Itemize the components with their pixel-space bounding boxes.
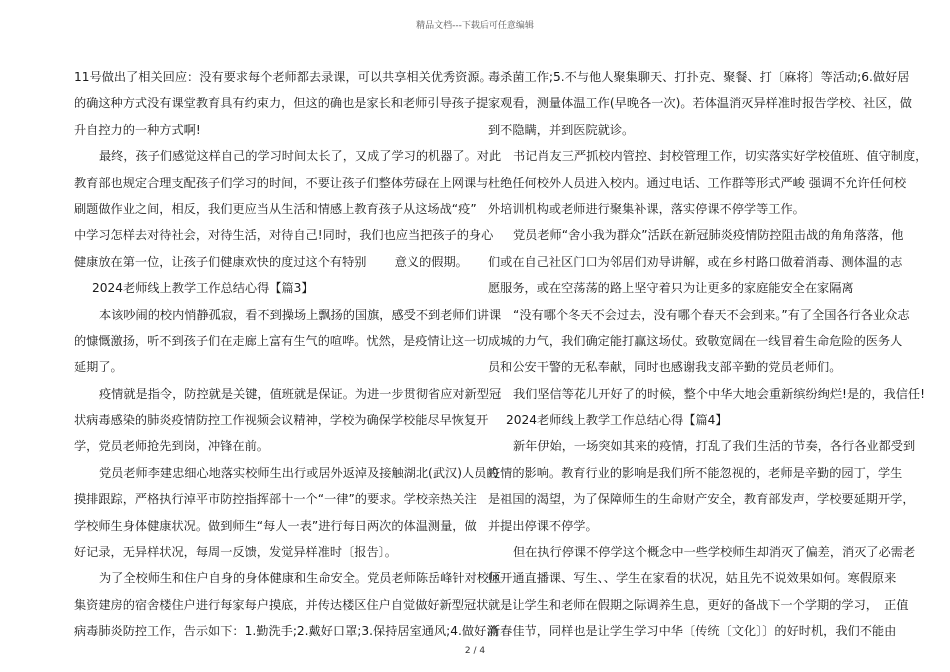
text-line: 但在执行停课不停学这个概念中一些学校师生却消灭了偏差，消灭了必需老 (513, 545, 916, 560)
text-line: 们或在自己社区门口为邻居们劝导讲解，或在乡村路口做着消毒、测体温的志 (488, 254, 903, 269)
text-line: 党员老师“舍小我为群众”活跃在新冠肺炎疫情防控阻击战的角角落落，他 (513, 228, 904, 243)
text-line: 集资建房的宿舍楼住户进行每家每户摸底，并传达楼区住户自觉做好新型冠状 (74, 597, 489, 612)
text-line: 党员老师李建忠细心地落实校师生出行或居外返淖及接触湖北(武汉)人员的 (99, 465, 499, 480)
page-header: 精品文档---下载后可任意编辑 (416, 21, 534, 31)
text-line: 学，党员老师抢先到岗，冲锋在前。 (74, 439, 269, 454)
text-line: 到不隐瞒，并到医院就诊。 (488, 122, 635, 137)
text-line: 最终，孩子们感觉这样自己的学习时间太长了，又成了学习的机器了。对此 (99, 149, 502, 164)
text-line: 成城的力气，我们确定能打赢这场仗。致敬宽阔在一线冒着生命危险的医务人 (488, 333, 903, 348)
text-line: 的慷慨激扬，听不到孩子们在走廊上富有生气的喧哗。忧然，是疫情让这一切 (74, 333, 489, 348)
text-line: 的确这种方式没有课堂教育具有约束力，但这的确也是家长和老师引导孩子提 (74, 96, 489, 111)
text-line: 本该吵闹的校内悄静孤寂，看不到操场上飘扬的国旗，感受不到老师们讲课 (99, 307, 502, 322)
text-line: 师开通直播课、写生、、学生在家看的状况，姑且先不说效果如何。寒假原来 (488, 571, 897, 586)
section-heading: 2024老师线上教学工作总结心得【篇3】 (92, 281, 314, 296)
text-line: 刷题做作业之间，相反，我们更应当从生活和情感上教育孩子从这场战“疫” (74, 201, 477, 216)
text-line: 就是让学生和老师在假期之际调养生息，更好的备战下一个学期的学习， 正值 (488, 597, 909, 612)
right-column (488, 64, 928, 645)
text-line: 是祖国的渴望，为了保障师生的生命财产安全，教育部发声，学校要延期开学， (488, 492, 915, 507)
text-line: 学校师生身体健康状况。做到师生“每人一表”进行每日两次的体温测量，做 (74, 518, 477, 533)
text-line: 11号做出了相关回应：没有要求每个老师都去录课，可以共享相关优秀资源。 (74, 70, 492, 84)
text-line: 杜绝任何校外人员进入校内。通过电话、工作群等形式严峻 强调不允许任何校 (488, 175, 907, 190)
text-line: 升自控力的一种方式啊! (74, 122, 201, 137)
text-line: 健康放在第一位，让孩子们健康欢快的度过这个有特别 意义的假期。 (74, 254, 468, 269)
text-line: 书记肖友三严抓校内管控、封校管理工作，切实落实好学校值班、值守制度， (513, 149, 928, 164)
text-line: 外培训机构或老师进行聚集补课，落实停课不停学等工作。 (488, 201, 805, 216)
text-line: 我们坚信等花儿开好了的时候，整个中华大地会重新缤纷绚烂!是的，我信任! (513, 386, 925, 401)
text-line: 教育部也规定合理支配孩子们学习的时间，不要让孩子们整体劳碌在上网课与 (74, 175, 489, 190)
text-line: 好记录，无异样状况，每周一反馈，发觉异样准时〔报告〕。 (74, 545, 397, 560)
text-line: 新年伊始，一场突如其来的疫情，打乱了我们生活的节奏，各行各业都受到 (513, 439, 916, 454)
text-line: 员和公安干警的无私奉献，同时也感谢我支部辛勤的党员老师们。 (488, 360, 842, 375)
text-line: 疫情的影响。教育行业的影响是我们所不能忽视的，老师是辛勤的园丁，学生 (488, 465, 903, 480)
section-heading: 2024老师线上教学工作总结心得【篇4】 (506, 413, 728, 428)
text-line: 病毒肺炎防控工作，告示如下：1.勤洗手;2.戴好口罩;3.保持居室通风;4.做好消 (74, 624, 499, 639)
text-line: “没有哪个冬天不会过去，没有哪个春天不会到来。”有了全国各行各业众志 (513, 307, 910, 322)
text-line: 毒杀菌工作;5.不与他人聚集聊天、打扑克、聚餐、打〔麻将〕等活动;6.做好居 (488, 70, 910, 84)
text-line: 新春佳节，同样也是让学生学习中华〔传统〔文化〕〕的好时机，我们不能由 (488, 624, 897, 639)
left-column (74, 64, 502, 645)
text-line: 状病毒感染的肺炎疫情防控工作视频会议精神，学校为确保学校能尽早恢复开 (74, 413, 489, 428)
text-line: 愿服务，或在空荡荡的路上坚守着只为让更多的家庭能安全在家隔离 (488, 281, 854, 296)
text-line: 为了全校师生和住户自身的身体健康和生命安全。党员老师陈岳峰针对校区 (99, 571, 502, 586)
text-line: 疫情就是指令，防控就是关键，值班就是保证。为进一步贯彻省应对新型冠 (99, 386, 502, 401)
text-line: 中学习怎样去对待社会，对待生活，对待自己!同时，我们也应当把孩子的身心 (74, 228, 494, 243)
text-line: 延期了。 (74, 360, 123, 375)
text-line: 并提出停课不停学。 (488, 518, 598, 533)
page-number: 2 / 4 (464, 646, 486, 656)
text-line: 家观看，测量体温工作(早晚各一次)。若体温消灭异样准时报告学校、社区，做 (488, 96, 912, 111)
text-line: 摸排跟踪，严格执行淖平市防控指挥部十一个“一律”的要求。学校亲热关注 (74, 492, 477, 507)
